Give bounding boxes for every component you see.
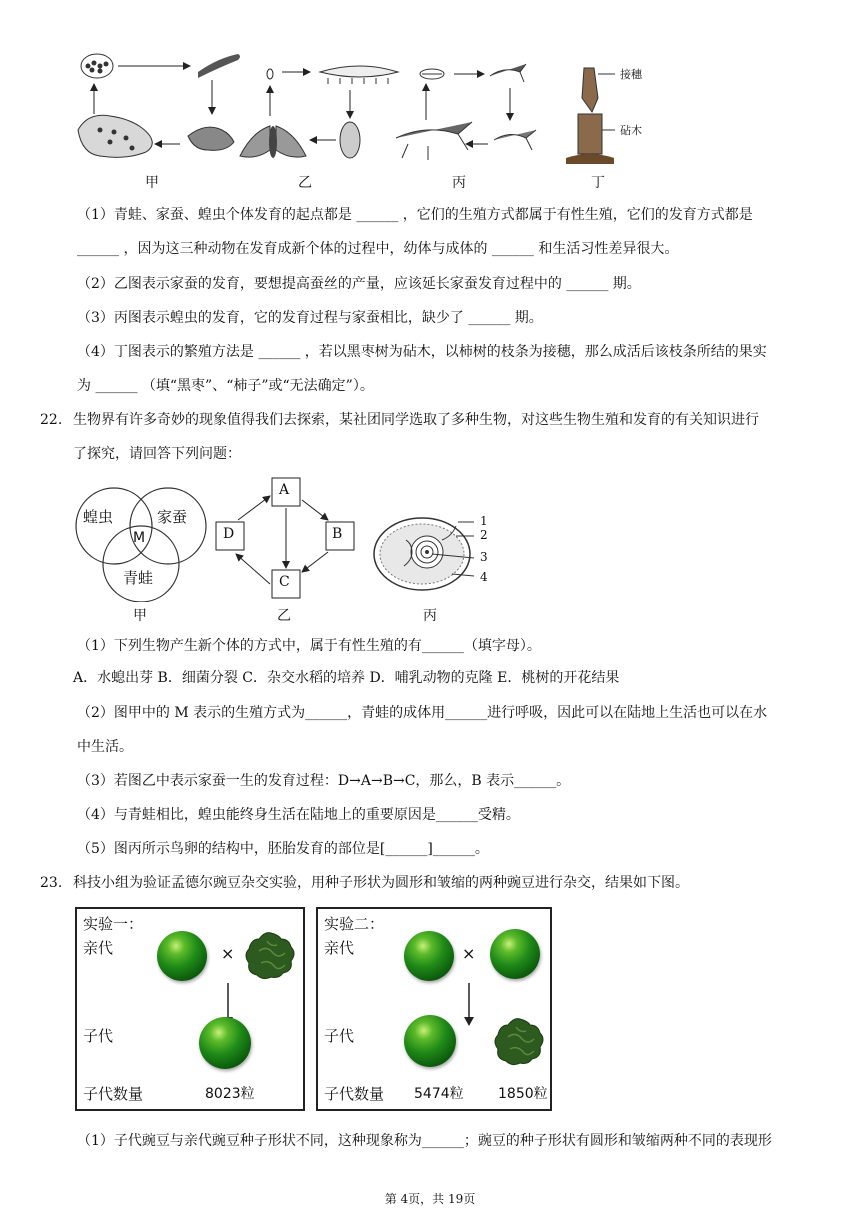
q23-stem: 科技小组为验证孟德尔豌豆杂交实验，用种子形状为圆形和皱缩的两种豌豆进行杂交，结果如下图。 (73, 875, 689, 891)
locust-cycle-drawing (396, 64, 536, 160)
panel-label-jia: 甲 (145, 175, 159, 191)
exp2-title: 实验二： (324, 915, 385, 933)
q22-part3: （3）若图乙中表示家蚕一生的发育过程：D→A→B→C，那么，B 表示______。 (77, 773, 571, 789)
q21-part1-line1: （1）青蛙、家蚕、蝗虫个体发育的起点都是 ______ ，它们的生殖方式都属于有性生殖，它们的发育方式都是 (77, 207, 753, 223)
exp2-round-count: 5474粒 (414, 1086, 464, 1102)
egg-caption: 丙 (423, 608, 437, 624)
venn-label-m: M (133, 530, 146, 546)
exp1-round-pea-parent (157, 931, 207, 981)
q21-part4-line1: （4）丁图表示的繁殖方法是 ______ ，若以黑枣树为砧木，以柿树的枝条为接穗，那么成活后该枝条所结的果实 (77, 344, 767, 360)
exp1-count-value: 8023粒 (205, 1086, 255, 1102)
egg-label-1: 1 (480, 514, 488, 528)
q22-part1: （1）下列生物产生新个体的方式中，属于有性生殖的有______（填字母）。 (77, 638, 541, 654)
scion-label: 接穗 (620, 68, 642, 81)
egg-label-4: 4 (480, 570, 488, 584)
panel-label-bing: 丙 (452, 175, 466, 191)
experiment-two-panel (316, 907, 552, 1111)
page-footer: 第 4页，共 19页 (384, 1192, 476, 1206)
exp2-round-pea-parent-2 (490, 929, 540, 979)
exp2-count-label: 子代数量 (324, 1085, 385, 1103)
exp2-down-arrow (462, 983, 476, 1027)
exp1-count-label: 子代数量 (83, 1085, 144, 1103)
venn-label-frog: 青蛙 (123, 569, 154, 587)
q22-part2-line1: （2）图甲中的 M 表示的生殖方式为______，青蛙的成体用______进行呼吸，因此可以在陆地上生活也可以在水 (77, 705, 768, 721)
venn-label-locust: 蝗虫 (83, 508, 114, 526)
exp2-parent-label: 亲代 (324, 939, 355, 957)
q21-part1-line2: ______ ，因为这三种动物在发育成新个体的过程中，幼体与成体的 ______ 和生活习性差异很大。 (77, 241, 679, 257)
q22-part5: （5）图丙所示鸟卵的结构中，胚胎发育的部位是[______]______。 (77, 841, 489, 857)
q22-number: 22. (40, 412, 63, 428)
q22-stem-line2: 了探究，请回答下列问题： (73, 446, 241, 462)
panel-label-yi: 乙 (298, 175, 312, 191)
exp1-parent-label: 亲代 (83, 939, 114, 957)
exp2-cross-symbol: × (462, 944, 476, 963)
exp1-offspring-label: 子代 (83, 1027, 114, 1045)
silkworm-cycle-drawing (240, 66, 398, 158)
cycle-node-d: D (223, 526, 235, 542)
q21-part3: （3）丙图表示蝗虫的发育，它的发育过程与家蚕相比，缺少了 ______ 期。 (77, 310, 543, 326)
cycle-node-c: C (279, 574, 290, 590)
venn-caption: 甲 (133, 608, 147, 624)
experiment-one-panel (75, 907, 305, 1111)
panel-label-ding: 丁 (591, 175, 605, 191)
q21-part4-line2: 为 ______ （填“黑枣”、“柿子”或“无法确定”）。 (77, 378, 374, 394)
cycle-caption: 乙 (277, 608, 291, 624)
exp1-round-pea-offspring (199, 1017, 251, 1069)
exp1-cross-symbol: × (221, 944, 235, 963)
egg-label-2: 2 (480, 528, 488, 542)
egg-label-3: 3 (480, 550, 488, 564)
cycle-node-b: B (332, 526, 343, 542)
exp1-title: 实验一： (83, 915, 144, 933)
q22-part4: （4）与青蛙相比，蝗虫能终身生活在陆地上的重要原因是______受精。 (77, 807, 520, 823)
q22-options: A．水螅出芽 B．细菌分裂 C．杂交水稻的培养 D．哺乳动物的克隆 E．桃树的开花结果 (73, 670, 620, 686)
exp2-round-pea-parent-1 (404, 931, 454, 981)
exp2-wrinkled-count: 1850粒 (498, 1086, 548, 1102)
venn-label-silkworm: 家蚕 (157, 508, 188, 526)
q23-part1: （1）子代豌豆与亲代豌豆种子形状不同，这种现象称为______；豌豆的种子形状有圆形和皱缩两种不同的表现形 (77, 1133, 772, 1149)
exp2-offspring-label: 子代 (324, 1027, 355, 1045)
exp1-wrinkled-pea-parent (245, 929, 297, 981)
q22-part2-line2: 中生活。 (77, 739, 133, 755)
exp2-round-pea-offspring (404, 1015, 456, 1067)
q21-part2: （2）乙图表示家蚕的发育，要想提高蚕丝的产量，应该延长家蚕发育过程中的 ______ 期。 (77, 276, 641, 292)
frog-cycle-drawing (78, 54, 240, 157)
cycle-node-a: A (279, 482, 290, 498)
exp2-wrinkled-pea-offspring (494, 1015, 546, 1069)
q23-number: 23. (40, 875, 63, 891)
stock-label: 砧木 (620, 124, 642, 137)
q22-stem-line1: 生物界有许多奇妙的现象值得我们去探索，某社团同学选取了多种生物，对这些生物生殖和发育的有关知识进行 (73, 412, 759, 428)
grafting-drawing (566, 68, 615, 164)
